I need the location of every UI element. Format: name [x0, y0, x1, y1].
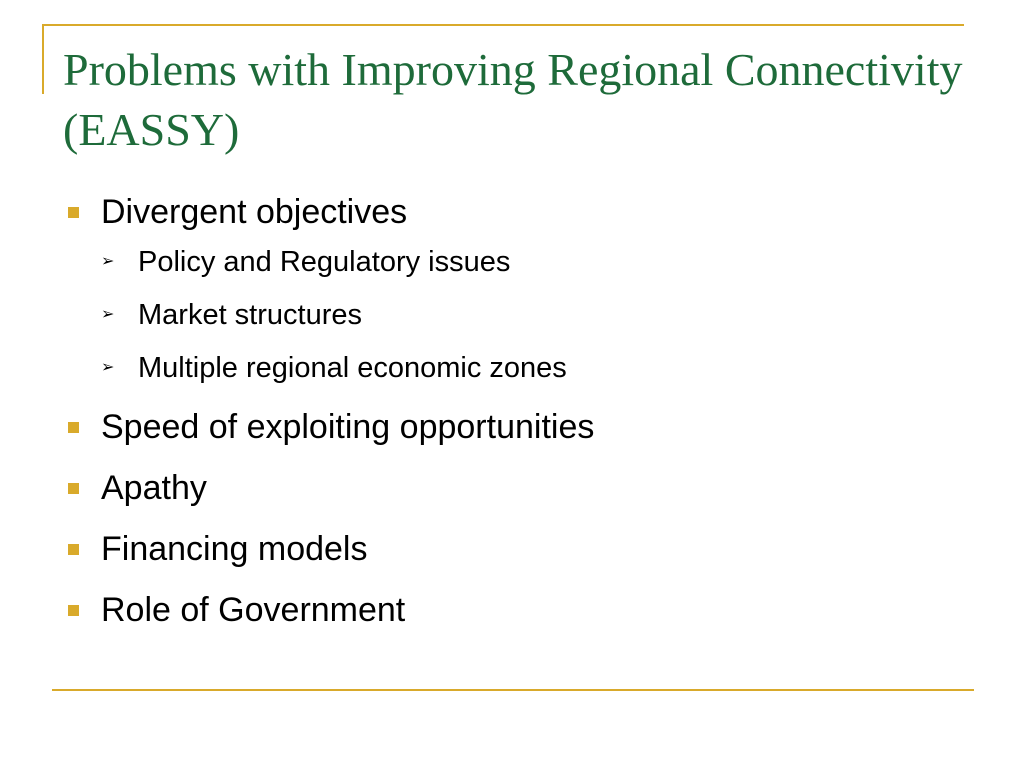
sub-bullet-text: Policy and Regulatory issues: [138, 246, 511, 278]
frame-left-rule: [42, 24, 44, 94]
sub-bullet-list: [101, 240, 964, 390]
bullet-list: [64, 188, 964, 647]
bullet-item: [64, 188, 964, 390]
frame-bottom-rule: [52, 689, 974, 691]
square-bullet-icon: [68, 605, 79, 616]
bullet-text: Financing models: [101, 530, 368, 568]
bullet-text: Role of Government: [101, 591, 406, 629]
square-bullet-icon: [68, 483, 79, 494]
arrowhead-bullet-icon: ➢: [101, 253, 115, 270]
bullet-text: Speed of exploiting opportunities: [101, 408, 595, 446]
bullet-item: [64, 586, 964, 634]
bullet-text: Apathy: [101, 469, 207, 507]
square-bullet-icon: [68, 544, 79, 555]
frame-top-rule: [42, 24, 964, 26]
square-bullet-icon: [68, 422, 79, 433]
slide-title: Problems with Improving Regional Connectivity (EASSY): [63, 44, 963, 155]
arrowhead-bullet-icon: ➢: [101, 306, 115, 323]
bullet-item: [64, 525, 964, 573]
arrowhead-bullet-icon: ➢: [101, 359, 115, 376]
sub-bullet-text: Market structures: [138, 299, 362, 331]
bullet-item: [64, 403, 964, 451]
sub-bullet-item: [101, 240, 964, 284]
sub-bullet-text: Multiple regional economic zones: [138, 352, 567, 384]
bullet-text: Divergent objectives: [101, 193, 408, 231]
sub-bullet-item: [101, 293, 964, 337]
bullet-item: [64, 464, 964, 512]
sub-bullet-item: [101, 346, 964, 390]
square-bullet-icon: [68, 207, 79, 218]
